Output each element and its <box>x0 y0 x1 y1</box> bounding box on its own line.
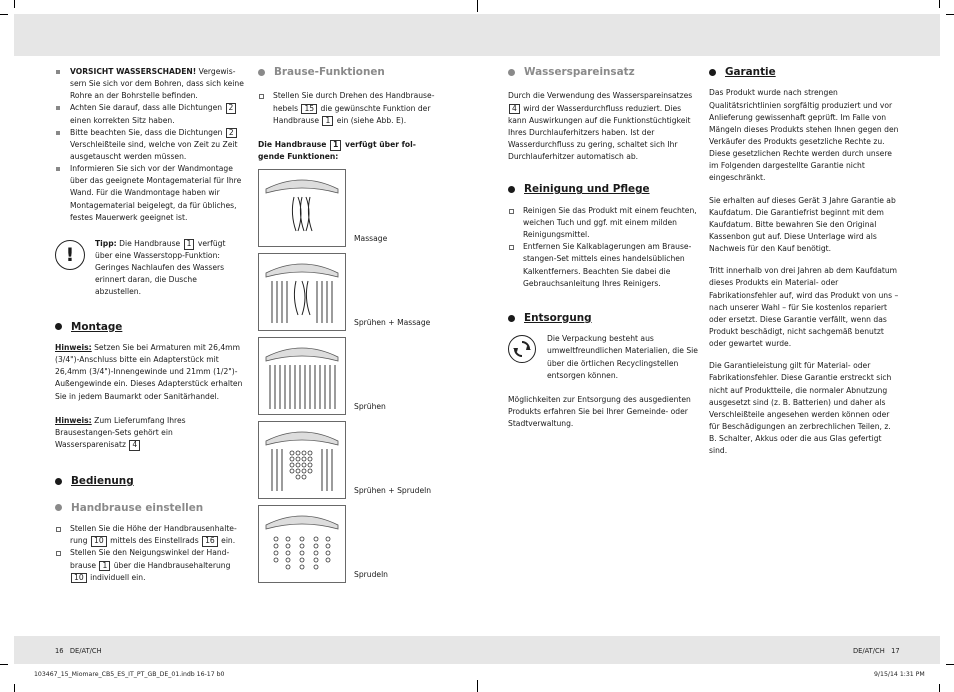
wasserspareinsatz-text: Durch die Verwendung des Wasserspareinsatzes 4 wird der Wasserdurchfluss reduziert. Dies kann Auswirkungen auf die Funktionstüchtigkeit Ihres Durchlauferhitzers haben. Ist der Wasserdurchfluss zu gering, schaltet sich Ihr Durchlauferhitzer automatisch ab. <box>508 91 693 162</box>
function-sprudeln: Sprudeln <box>258 505 438 583</box>
part-ref: 10 <box>71 573 87 584</box>
part-ref: 4 <box>129 440 140 451</box>
shower-spray-bubble-icon <box>258 421 346 499</box>
print-date: 9/15/14 1:31 PM <box>874 671 925 678</box>
list-item: Stellen Sie durch Drehen des Handbrausehebels 15 die gewünschte Funktion der Handbrause 1 ein (siehe Abb. E). <box>258 90 438 126</box>
print-slug: 103467_15_Miomare_CB5_ES_IT_PT_GB_DE_01.indb 16-17 b0 <box>34 671 225 678</box>
bullet-dot-icon <box>55 323 62 330</box>
garantie-paragraph: Sie erhalten auf dieses Gerät 3 Jahre Garantie ab Kaufdatum. Die Garantiefrist beginnt mit dem Kaufdatum. Bitte bewahren Sie den Original Kassenbon gut auf. Diese Unterlage wird als Nachweis für den Kauf benötigt. <box>709 195 896 254</box>
part-ref: 1 <box>322 116 333 127</box>
bullet-dot-icon <box>508 186 515 193</box>
checkbox-bullet-icon <box>509 209 514 214</box>
list-item: Reinigen Sie das Produkt mit einem feuchten, weichen Tuch und ggf. mit einem milden Reinigungsmittel. <box>508 205 698 241</box>
column-1 <box>55 66 245 584</box>
shower-massage-icon <box>258 169 346 247</box>
section-heading-handbrause: Handbrause einstellen <box>55 502 245 514</box>
entsorgung-text: Möglichkeiten zur Entsorgung des ausgedienten Produkts erfahren Sie bei Ihrer Gemeinde- oder Stadtverwaltung. <box>508 394 691 429</box>
column-2 <box>258 66 438 589</box>
recycle-icon <box>508 335 536 363</box>
section-heading-wasserspareinsatz: Wasserspareinsatz <box>508 66 698 78</box>
footer-left <box>55 646 102 657</box>
column-3 <box>508 66 698 430</box>
list-item: Informieren Sie sich vor der Wandmontage über das geeignete Montagematerial für Ihre Wand. Für die Wandmontage haben wir Montagematerial beigelegt, da für übliches, festes Mauerwerk geeignet ist. <box>55 163 245 224</box>
checkbox-bullet-icon <box>56 527 61 532</box>
hinweis-2: Hinweis: Zum Lieferumfang Ihres Brausestangen-Sets gehört ein Wassersparenisatz 4 <box>55 415 186 449</box>
bullet-dot-icon <box>709 69 716 76</box>
part-ref: 4 <box>509 104 520 115</box>
checkbox-bullet-icon <box>259 94 264 99</box>
part-ref: 16 <box>202 536 218 547</box>
garantie-paragraph: Tritt innerhalb von drei Jahren ab dem Kaufdatum dieses Produkts ein Material- oder Fabrikationsfehler auf, wird das Produkt von uns – nach unserer Wahl – für Sie kostenlos repariert oder ersetzt. Diese Garantie verfällt, wenn das Produkt beschädigt, nicht sachgemäß benutzt oder gewartet wurde. <box>709 266 899 349</box>
exclamation-icon: ! <box>55 240 85 270</box>
functions-intro: Die Handbrause 1 verfügt über folgende Funktionen: <box>258 139 416 162</box>
recycling-note: Die Verpackung besteht aus umweltfreundlichen Materialien, die Sie über die örtlichen Recyclingstellen entsorgen können. <box>508 333 698 382</box>
column-4 <box>709 66 899 457</box>
square-bullet-icon <box>56 70 60 74</box>
garantie-paragraph: Das Produkt wurde nach strengen Qualitätsrichtlinien sorgfältig produziert und vor Anlieferung gewissenhaft geprüft. Im Falle von Mängeln dieses Produkts stehen Ihnen gegen den Verkäufer des Produkts gesetzliche Rechte zu. Diese gesetzlichen Rechte werden durch unsere im Folgenden dargestellte Garantie nicht eingeschränkt. <box>709 88 899 183</box>
shower-spray-icon <box>258 337 346 415</box>
region-code: DE/AT/CH <box>853 647 885 655</box>
square-bullet-icon <box>56 167 60 171</box>
section-heading-montage: Montage <box>55 321 245 333</box>
part-ref: 15 <box>301 104 317 115</box>
shower-spray-massage-icon <box>258 253 346 331</box>
function-massage: Massage <box>258 169 438 247</box>
function-spruehen-sprudeln: Sprühen + Sprudeln <box>258 421 438 499</box>
header-band <box>14 14 940 56</box>
list-item: VORSICHT WASSERSCHADEN! Vergewissern Sie sich vor dem Bohren, dass sich keine Rohre an der Bohrstelle befinden. <box>55 66 245 102</box>
footer-band <box>14 636 940 664</box>
page-number: 16 <box>55 647 64 655</box>
section-heading-reinigung: Reinigung und Pflege <box>508 183 698 195</box>
checkbox-bullet-icon <box>509 245 514 250</box>
bullet-dot-icon <box>508 315 515 322</box>
square-bullet-icon <box>56 106 60 110</box>
part-ref: 10 <box>91 536 107 547</box>
bullet-dot-icon <box>55 504 62 511</box>
list-item: Stellen Sie die Höhe der Handbrausenhalterung 10 mittels des Einstellrads 16 ein. <box>55 523 245 547</box>
part-ref: 2 <box>226 103 237 114</box>
section-heading-bedienung: Bedienung <box>55 475 245 487</box>
list-item: Achten Sie darauf, dass alle Dichtungen 2 einen korrekten Sitz haben. <box>55 102 245 126</box>
bullet-dot-icon <box>55 478 62 485</box>
list-item: Stellen Sie den Neigungswinkel der Handbrause 1 über die Handbrausehalterung 10 individuell ein. <box>55 547 245 583</box>
function-spruehen: Sprühen <box>258 337 438 415</box>
hinweis-1: Hinweis: Setzen Sie bei Armaturen mit 26,4mm (3/4")-Anschluss bitte ein Adapterstück mit 26,4mm (3/4")-Innengewinde und 21mm (1/2")-Außengewinde ein. Dieses Adapterstück erhalten Sie in jedem Baumarkt oder Sanitärhandel. <box>55 343 243 401</box>
checkbox-bullet-icon <box>56 551 61 556</box>
section-heading-garantie: Garantie <box>709 66 899 78</box>
part-ref: 1 <box>330 140 341 151</box>
page-number: 17 <box>891 647 900 655</box>
tip-box: ! Tipp: Die Handbrause 1 verfügt über eine Wasserstopp-Funktion: Geringes Nachlaufen des Wassers erinnert daran, die Dusche abzustellen. <box>55 238 245 299</box>
section-heading-brause-funktionen: Brause-Funktionen <box>258 66 438 78</box>
list-item: Entfernen Sie Kalkablagerungen am Brausestangen-Set mittels eines handelsüblichen Kalkentferners. Beachten Sie dabei die Gebrauchsanleitung Ihres Reinigers. <box>508 241 698 290</box>
region-code: DE/AT/CH <box>69 647 102 655</box>
part-ref: 2 <box>226 128 237 139</box>
garantie-paragraph: Die Garantieleistung gilt für Material- oder Fabrikationsfehler. Diese Garantie erstreckt sich nicht auf Produktteile, die normaler Abnutzung ausgesetzt sind (z. B. Batterien) und daher als Verschleißteile angesehen werden können oder für Beschädigungen an zerbrechlichen Teilen, z. B. Schalter, Akkus oder die aus Glas gefertigt sind. <box>709 361 892 456</box>
section-heading-entsorgung: Entsorgung <box>508 312 698 324</box>
square-bullet-icon <box>56 131 60 135</box>
footer-right <box>853 646 900 657</box>
part-ref: 1 <box>99 561 110 572</box>
shower-bubble-icon <box>258 505 346 583</box>
bullet-dot-icon <box>508 69 515 76</box>
list-item: Bitte beachten Sie, dass die Dichtungen 2 Verschleißteile sind, welche von Zeit zu Zeit ausgetauscht werden müssen. <box>55 127 245 163</box>
bullet-dot-icon <box>258 69 265 76</box>
function-spruehen-massage: Sprühen + Massage <box>258 253 438 331</box>
part-ref: 1 <box>184 239 195 250</box>
